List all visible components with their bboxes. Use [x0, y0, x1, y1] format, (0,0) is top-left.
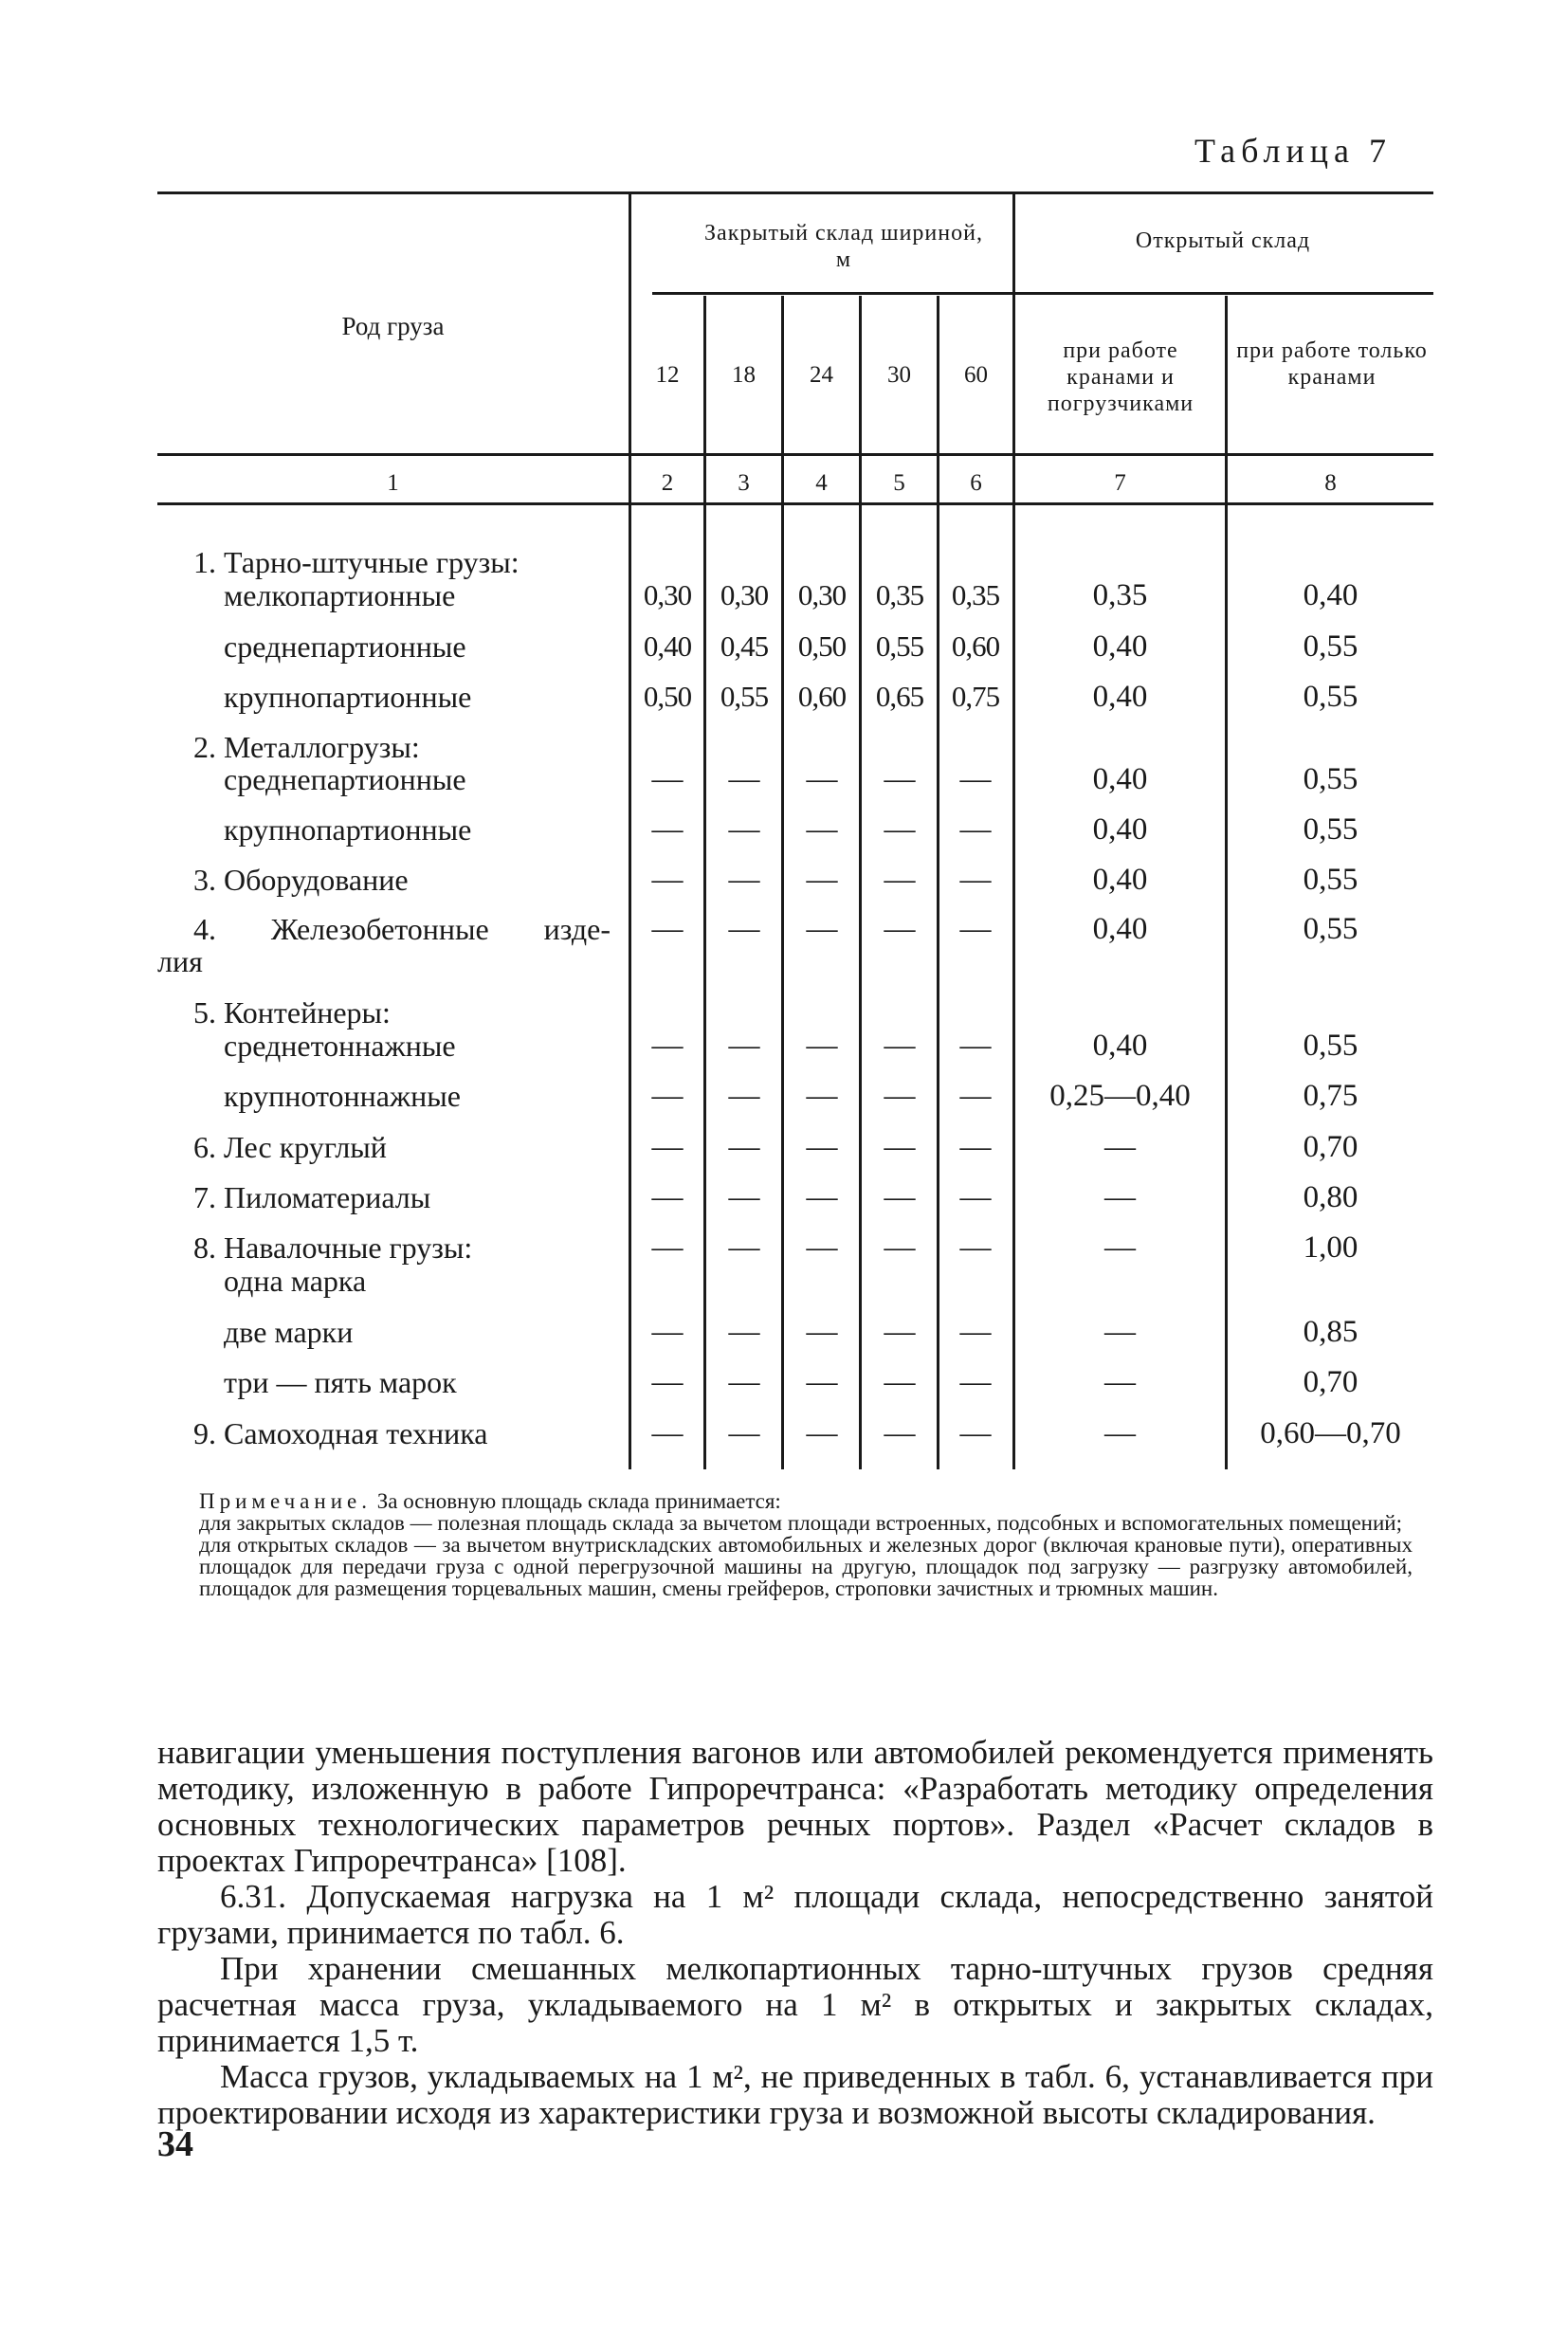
table-cell: — — [959, 1315, 992, 1349]
table-cell: — — [884, 1230, 916, 1265]
table-cell: 0,40 — [1303, 578, 1358, 612]
table-cell: 0,50 — [797, 629, 847, 663]
table-cell: 0,55 — [1303, 812, 1358, 847]
table-cell: — — [728, 1130, 760, 1164]
table-cell: — — [651, 812, 684, 847]
table-cell: 0,40 — [1092, 629, 1148, 664]
row-label: среднетоннажные — [224, 1029, 456, 1063]
table-cell: — — [728, 762, 760, 796]
open-group-rule — [1012, 292, 1433, 295]
table-cell: — — [651, 762, 684, 796]
colnum-8: 8 — [1324, 470, 1337, 496]
table-cell: — — [806, 1029, 838, 1063]
table-cell: 0,40 — [1092, 762, 1148, 796]
table-cell: 0,25—0,40 — [1049, 1079, 1191, 1113]
row-label: три — пять марок — [224, 1365, 457, 1399]
table-cell: — — [959, 762, 992, 796]
table-cell: — — [959, 863, 992, 897]
table-cell: — — [728, 1230, 760, 1265]
table-cell: — — [959, 912, 992, 946]
row-label: крупнотоннажные — [224, 1079, 461, 1113]
table-cell: 0,30 — [720, 578, 769, 611]
table-caption: Таблица 7 — [1194, 132, 1392, 170]
row-label: лия — [157, 944, 203, 978]
row-label: 2. Металлогрузы: — [193, 730, 420, 764]
table-cell: 0,75 — [951, 680, 1000, 713]
note-intro: За основную площадь склада принимается: — [376, 1489, 781, 1513]
row-label: среднепартионные — [224, 762, 466, 796]
table-cell: — — [728, 1416, 760, 1450]
table-cell: — — [651, 1079, 684, 1113]
header-closed-group: Закрытый склад шириной, м — [704, 221, 983, 272]
table-cell: — — [728, 1180, 760, 1214]
table-cell: 0,75 — [1303, 1079, 1358, 1113]
table-cell: — — [959, 1079, 992, 1113]
table-cell: — — [728, 1029, 760, 1063]
table-cell: — — [806, 863, 838, 897]
table-cell: — — [884, 1079, 916, 1113]
table-cell: — — [728, 812, 760, 847]
table-cell: — — [651, 863, 684, 897]
table-cell: — — [884, 1029, 916, 1063]
table-cell: — — [651, 1180, 684, 1214]
table-cell: — — [884, 1130, 916, 1164]
header-rule — [157, 453, 1433, 456]
table-cell: — — [651, 912, 684, 946]
table-cell: 0,55 — [1303, 680, 1358, 714]
header-width-60: 60 — [964, 362, 988, 388]
table-cell: — — [884, 863, 916, 897]
table-cell: 0,55 — [720, 680, 769, 713]
table-cell: — — [1104, 1230, 1136, 1265]
table-cell: — — [806, 812, 838, 847]
page-number: 34 — [157, 2124, 193, 2164]
table-cell: — — [959, 1416, 992, 1450]
table-cell: 0,35 — [875, 578, 924, 611]
row-label: 5. Контейнеры: — [193, 995, 391, 1030]
table-cell: — — [806, 1416, 838, 1450]
table-cell: — — [806, 1230, 838, 1265]
table-cell: — — [959, 1230, 992, 1265]
row-label: крупнопартионные — [224, 812, 472, 847]
table-top-rule — [157, 191, 1433, 194]
table-cell: — — [651, 1315, 684, 1349]
table-cell: — — [1104, 1180, 1136, 1214]
table-cell: 0,55 — [1303, 863, 1358, 897]
table-cell: — — [728, 1365, 760, 1399]
table-cell: 0,65 — [875, 680, 924, 713]
colnum-5: 5 — [893, 470, 905, 496]
table-cell: — — [806, 762, 838, 796]
row-label: 9. Самоходная техника — [193, 1416, 488, 1450]
table-cell: 0,35 — [1092, 578, 1148, 612]
table-cell: 1,00 — [1303, 1230, 1358, 1265]
colnum-2: 2 — [661, 470, 674, 496]
note-open: для открытых складов — за вычетом внутрискладских автомобильных и железных дорог (включая крановые пути), оперативных площадок для передачи груза с одной перегрузочной машины на другую, площадок под загрузку — разгрузку автомобилей, площадок для размещения торцевальных машин, смены грейферов, строповки зачистных и трюмных машин. — [199, 1533, 1413, 1600]
table-cell: — — [1104, 1416, 1136, 1450]
table-cell: 0,45 — [720, 629, 769, 663]
note-closed: для закрытых складов — полезная площадь склада за вычетом площади встроенных, подсобных и вспомогательных помещений; — [199, 1511, 1402, 1535]
row-label: среднепартионные — [224, 629, 466, 664]
colnum-3: 3 — [738, 470, 750, 496]
colnum-7: 7 — [1114, 470, 1126, 496]
table-cell: — — [728, 863, 760, 897]
body-paragraph-3: При хранении смешанных мелкопартионных тарно-штучных грузов средняя расчетная масса груза, укладываемого на 1 м² в открытых и закрытых складах, принимается 1,5 т. — [157, 1950, 1433, 2059]
table-cell: — — [959, 1180, 992, 1214]
table-cell: — — [884, 1315, 916, 1349]
table-cell: 0,40 — [1092, 680, 1148, 714]
header-width-30: 30 — [887, 362, 911, 388]
table-cell: 0,40 — [1092, 912, 1148, 946]
row-label: 1. Тарно-штучные грузы: — [193, 545, 520, 579]
table-cell: 0,55 — [1303, 629, 1358, 664]
table-cell: 0,60—0,70 — [1260, 1416, 1401, 1450]
table-cell: — — [806, 1180, 838, 1214]
table-cell: 0,50 — [643, 680, 692, 713]
table-cell: — — [651, 1416, 684, 1450]
table-cell: 0,60 — [797, 680, 847, 713]
table-cell: 0,35 — [951, 578, 1000, 611]
table-cell: — — [806, 912, 838, 946]
table-cell: — — [884, 1416, 916, 1450]
table-cell: 0,40 — [1092, 1029, 1148, 1063]
row-label: крупнопартионные — [224, 680, 472, 714]
table-cell: — — [884, 912, 916, 946]
colnum-4: 4 — [815, 470, 828, 496]
table-cell: — — [1104, 1315, 1136, 1349]
table-cell: — — [806, 1365, 838, 1399]
table-cell: — — [651, 1365, 684, 1399]
header-cargo: Род груза — [341, 312, 445, 340]
table-cell: — — [1104, 1365, 1136, 1399]
table-cell: 0,40 — [1092, 812, 1148, 847]
header-open-cranes-only: при работе только кранами — [1236, 338, 1428, 390]
table-cell: 0,70 — [1303, 1130, 1358, 1164]
table-cell: — — [959, 812, 992, 847]
table-cell: 0,70 — [1303, 1365, 1358, 1399]
table-cell: — — [806, 1079, 838, 1113]
row-label: мелкопартионные — [224, 578, 456, 612]
row-label: две марки — [224, 1315, 354, 1349]
row-label: 4. Железобетонные изде- — [193, 912, 611, 946]
row-label: одна марка — [224, 1264, 367, 1298]
colnum-1: 1 — [387, 470, 399, 496]
numbers-rule — [157, 502, 1433, 505]
row-label: 7. Пиломатериалы — [193, 1180, 431, 1214]
header-open-cranes-loaders: при работе кранами и погрузчиками — [1047, 338, 1194, 416]
row-label: 8. Навалочные грузы: — [193, 1230, 473, 1265]
table-cell: — — [884, 1180, 916, 1214]
colnum-6: 6 — [970, 470, 982, 496]
body-text — [157, 1735, 1433, 2131]
header-width-12: 12 — [655, 362, 680, 388]
table-cell: 0,30 — [797, 578, 847, 611]
table-cell: — — [884, 762, 916, 796]
table-cell: 0,55 — [1303, 912, 1358, 946]
table-cell: 0,80 — [1303, 1180, 1358, 1214]
table-cell: — — [806, 1130, 838, 1164]
table-cell: — — [728, 1079, 760, 1113]
table-cell: 0,55 — [1303, 1029, 1358, 1063]
header-width-24: 24 — [810, 362, 833, 388]
table-cell: 0,30 — [643, 578, 692, 611]
table-cell: — — [651, 1230, 684, 1265]
table-cell: 0,40 — [1092, 863, 1148, 897]
table-cell: 0,55 — [875, 629, 924, 663]
table-cell: — — [651, 1130, 684, 1164]
table-cell: — — [651, 1029, 684, 1063]
row-label: 3. Оборудование — [193, 863, 409, 897]
table-cell: — — [884, 1365, 916, 1399]
body-paragraph-1: навигации уменьшения поступления вагонов или автомобилей рекомендуется применять методику, изложенную в работе Гипроречтранса: «Разработать методику определения основных технологических параметров речных портов». Раздел «Расчет складов в проектах Гипроречтранса» [108]. — [157, 1734, 1433, 1879]
table-cell: — — [959, 1029, 992, 1063]
table-cell: — — [959, 1365, 992, 1399]
table-cell: — — [959, 1130, 992, 1164]
table-cell: — — [1104, 1130, 1136, 1164]
table-cell: 0,40 — [643, 629, 692, 663]
header-width-18: 18 — [732, 362, 756, 388]
body-paragraph-2: 6.31. Допускаемая нагрузка на 1 м² площади склада, непосредственно занятой грузами, принимается по табл. 6. — [157, 1878, 1433, 1951]
body-paragraph-4: Масса грузов, укладываемых на 1 м², не приведенных в табл. 6, устанавливается при проектировании исходя из характеристики груза и возможной высоты складирования. — [157, 2058, 1433, 2131]
table-note — [199, 1490, 1413, 1599]
table-cell: 0,55 — [1303, 762, 1358, 796]
table-cell: — — [728, 912, 760, 946]
table-cell: — — [884, 812, 916, 847]
closed-group-rule — [652, 292, 1012, 295]
header-open-group: Открытый склад — [1135, 228, 1311, 253]
table-cell: — — [728, 1315, 760, 1349]
table-cell: 0,85 — [1303, 1315, 1358, 1349]
row-label: 6. Лес круглый — [193, 1130, 387, 1164]
note-title: Примечание. — [199, 1489, 372, 1513]
table-cell: 0,60 — [951, 629, 1000, 663]
table-cell: — — [806, 1315, 838, 1349]
